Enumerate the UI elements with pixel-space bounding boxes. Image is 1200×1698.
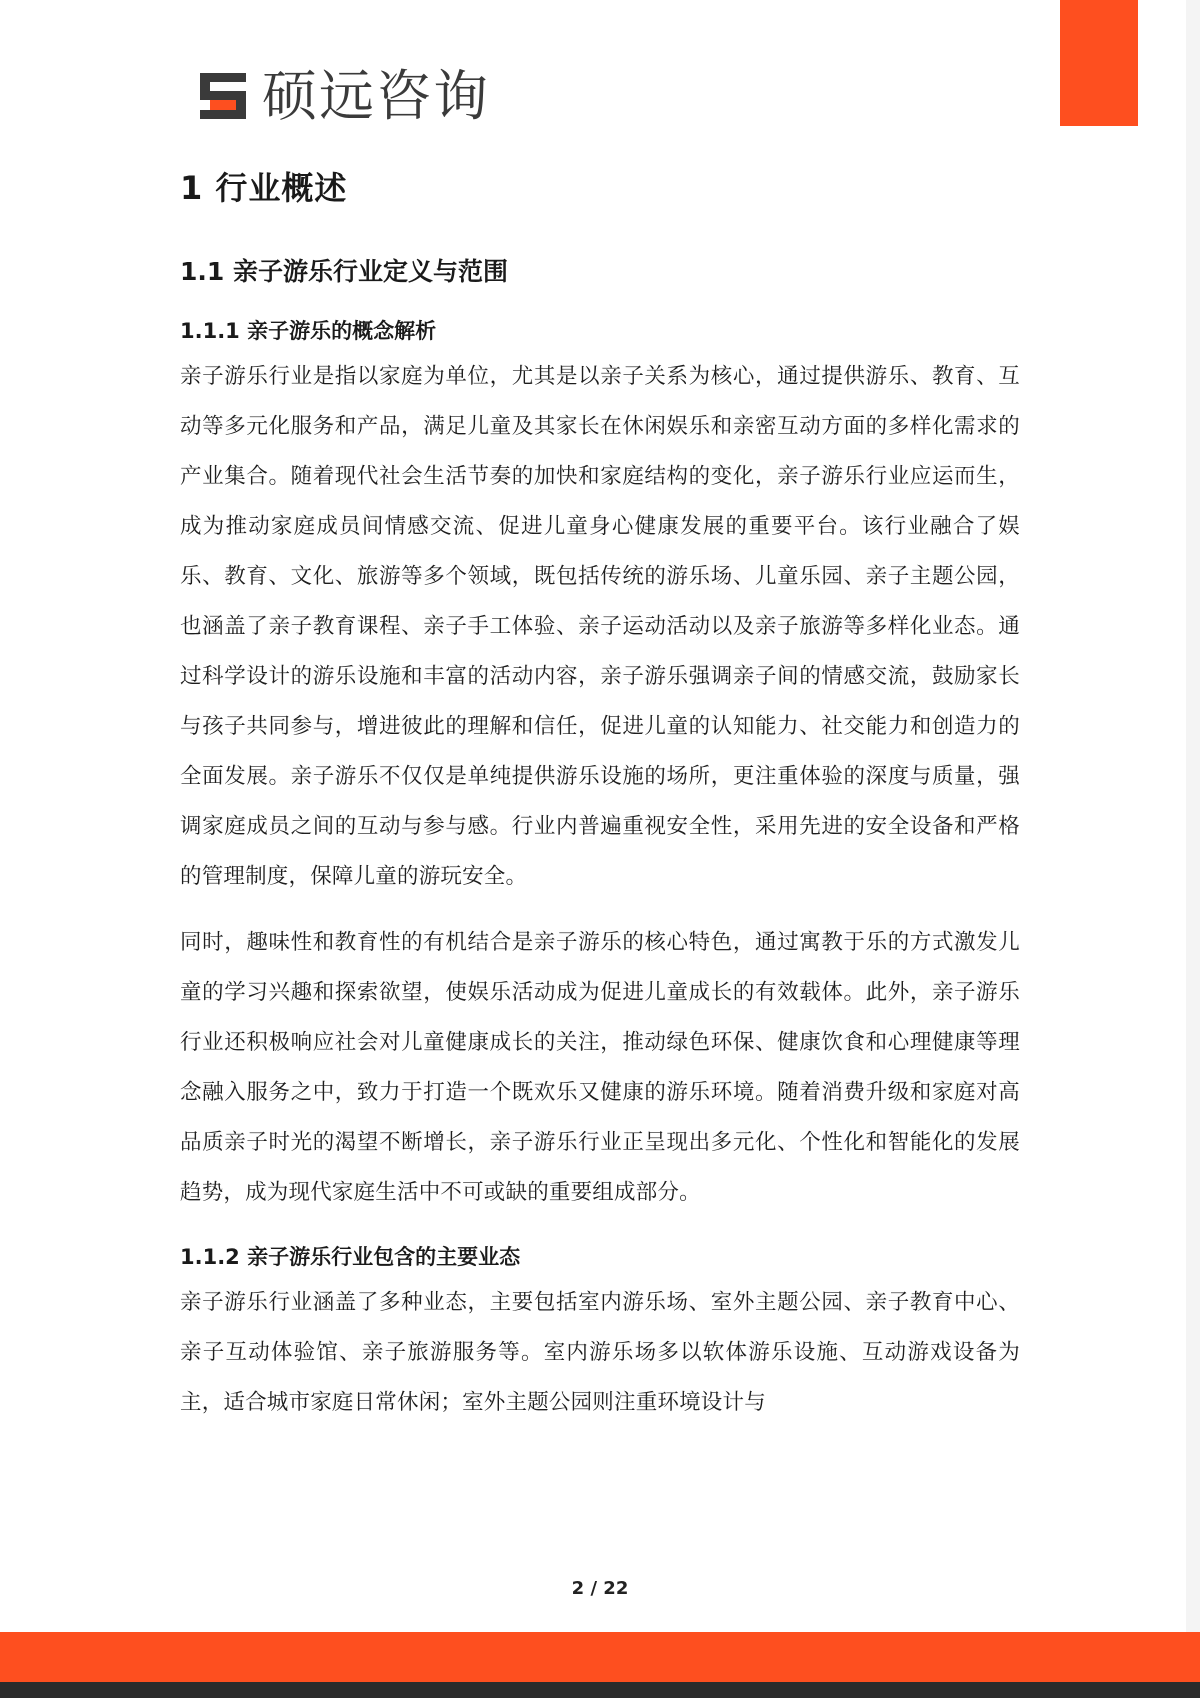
main-content <box>180 160 1020 1428</box>
brand-name: 硕远咨询 <box>262 64 491 128</box>
footer-accent-bar <box>0 1632 1200 1682</box>
corner-accent-block <box>1060 0 1138 126</box>
paragraph: 亲子游乐行业涵盖了多种业态，主要包括室内游乐场、室外主题公园、亲子教育中心、亲子互动体验馆、亲子旅游服务等。室内游乐场多以软体游乐设施、互动游戏设备为主，适合城市家庭日常休闲；室外主题公园则注重环境设计与 <box>180 1290 1020 1415</box>
chapter-title: 1 行业概述 <box>180 169 348 207</box>
paragraph: 亲子游乐行业是指以家庭为单位，尤其是以亲子关系为核心，通过提供游乐、教育、互动等多元化服务和产品，满足儿童及其家长在休闲娱乐和亲密互动方面的多样化需求的产业集合。随着现代社会生活节奏的加快和家庭结构的变化，亲子游乐行业应运而生，成为推动家庭成员间情感交流、促进儿童身心健康发展的重要平台。该行业融合了娱乐、教育、文化、旅游等多个领域，既包括传统的游乐场、儿童乐园、亲子主题公园，也涵盖了亲子教育课程、亲子手工体验、亲子运动活动以及亲子旅游等多样化业态。通过科学设计的游乐设施和丰富的活动内容，亲子游乐强调亲子间的情感交流，鼓励家长与孩子共同参与，增进彼此的理解和信任，促进儿童的认知能力、社交能力和创造力的全面发展。亲子游乐不仅仅是单纯提供游乐设施的场所，更注重体验的深度与质量，强调家庭成员之间的互动与参与感。行业内普遍重视安全性，采用先进的安全设备和严格的管理制度，保障儿童的游玩安全。 <box>180 364 1020 889</box>
footer-dark-strip <box>0 1682 1200 1698</box>
subsection-title-2: 1.1.2 亲子游乐行业包含的主要业态 <box>180 1245 521 1269</box>
brand-logo <box>196 66 490 126</box>
paragraph: 同时，趣味性和教育性的有机结合是亲子游乐的核心特色，通过寓教于乐的方式激发儿童的学习兴趣和探索欲望，使娱乐活动成为促进儿童成长的有效载体。此外，亲子游乐行业还积极响应社会对儿童健康成长的关注，推动绿色环保、健康饮食和心理健康等理念融入服务之中，致力于打造一个既欢乐又健康的游乐环境。随着消费升级和家庭对高品质亲子时光的渴望不断增长，亲子游乐行业正呈现出多元化、个性化和智能化的发展趋势，成为现代家庭生活中不可或缺的重要组成部分。 <box>180 930 1020 1205</box>
section-title: 1.1 亲子游乐行业定义与范围 <box>180 257 508 286</box>
brand-logo-icon <box>196 69 252 123</box>
page-edge <box>1186 0 1200 1698</box>
page-number: 2 / 22 <box>571 1578 629 1599</box>
subsection-title-1: 1.1.1 亲子游乐的概念解析 <box>180 319 437 343</box>
